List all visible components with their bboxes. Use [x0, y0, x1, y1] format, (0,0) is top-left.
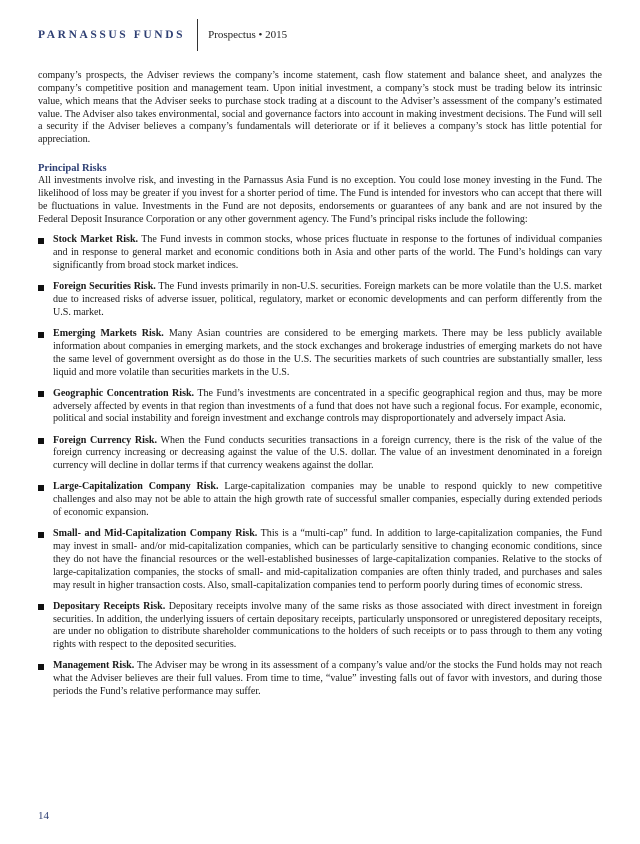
square-bullet-icon: [38, 285, 44, 291]
risk-text: Depositary receipts involve many of the same risks as those associated with direct investment in foreign securities. In addition, the underlying issuers of certain depositary receipts, particularly unsponsored or unregistered depositary receipts, are under no obligation to distribute shareholder communications to the holders of such receipts or to pass through to them any voting rights with respect to the deposited securities.: [53, 600, 602, 651]
risk-name: Stock Market Risk.: [53, 234, 139, 246]
risk-text: Large-capitalization companies may be unable to respond quickly to new competitive challenges and also may not be able to attain the high growth rate of successful smaller companies, especially during extended periods of economic expansion.: [53, 481, 602, 519]
risk-item-foreign-securities: [38, 281, 602, 320]
square-bullet-icon: [38, 485, 44, 491]
page-number: 14: [38, 810, 49, 822]
risk-item-management: [38, 660, 602, 699]
risk-text: When the Fund conducts securities transactions in a foreign currency, there is the risk of the value of the foreign currency increasing or decreasing against the value of the U.S. dollar. The value of an investment denominated in a foreign currency will decline in dollar terms if that currency weakens against the dollar.: [53, 434, 602, 472]
square-bullet-icon: [38, 332, 44, 338]
risk-item-stock-market: [38, 234, 602, 273]
risk-name: Management Risk.: [53, 660, 135, 672]
risk-name: Foreign Currency Risk.: [53, 434, 157, 446]
risk-text: The Fund invests in common stocks, whose prices fluctuate in response to the fortunes of individual companies and in response to general market and economic conditions both in Asia and other parts of the world. The Fund’s holdings can vary significantly from broad stock market indices.: [53, 234, 602, 272]
risk-item-small-mid-cap: [38, 528, 602, 592]
risk-list: [38, 234, 602, 699]
risk-name: Geographic Concentration Risk.: [53, 387, 195, 399]
risk-name: Emerging Markets Risk.: [53, 328, 164, 340]
risk-item-depositary-receipts: [38, 601, 602, 652]
risk-name: Foreign Securities Risk.: [53, 281, 156, 293]
square-bullet-icon: [38, 391, 44, 397]
document-title: Prospectus • 2015: [208, 29, 288, 41]
principal-risks-intro: All investments involve risk, and investing in the Parnassus Asia Fund is no exception. You could lose money investing in the Fund. The likelihood of loss may be greater if you invest for a shorter period of time. The Fund is intended for investors who can accept that there will be fluctuations in value. Investments in the Fund are not deposits, endorsements or guarantees of any bank and are not insured by the Federal Deposit Insurance Corporation or any other government agency. The Fund’s principal risks include the following:: [38, 175, 602, 225]
square-bullet-icon: [38, 664, 44, 670]
square-bullet-icon: [38, 438, 44, 444]
risk-text: Many Asian countries are considered to be emerging markets. There may be less publicly available information about companies in emerging markets, and the stock exchanges and brokerage industries of emerging markets do not have the same level of government oversight as do those in the U.S. The securities markets of such countries are substantially smaller, less liquid and more volatile than securities markets in the U.S.: [53, 328, 603, 378]
risk-name: Depositary Receipts Risk.: [53, 600, 166, 612]
risk-text: The Fund invests primarily in non-U.S. securities. Foreign markets can be more volatile than the U.S. market due to increased risks of adverse issuer, political, regulatory, market or economic developments and can perform differently from the U.S. market.: [53, 281, 602, 318]
risk-name: Small- and Mid-Capitalization Company Risk.: [53, 528, 258, 540]
risk-item-geographic-concentration: [38, 388, 602, 427]
risk-text: This is a “multi-cap” fund. In addition to large-capitalization companies, the Fund may invest in small- and/or mid-capitalization companies, which can be particularly sensitive to changing economic conditions, since they do not have the financial resources or the well-established businesses of large-capitalization companies. Relative to the stocks of large-capitalization companies, the stocks of small- and mid-capitalization companies are often thinly traded, and purchases and sales may result in higher transaction costs. Also, small-capitalization companies tend to perform poorly during times of economic stress.: [53, 528, 602, 591]
brand-name: PARNASSUS FUNDS: [38, 29, 186, 41]
header-divider: [197, 19, 198, 51]
page-header: [38, 18, 287, 52]
intro-paragraph: company’s prospects, the Adviser reviews the company’s income statement, cash flow statement and balance sheet, and analyzes the company’s competitive position and management team. Upon initial investment, a company’s stock must be trading below its intrinsic value, which means that the Adviser seeks to purchase stock trading at a discount to the Adviser’s assessment of the company’s estimated value. The Adviser also takes environmental, social and governance factors into account in making investment decisions. The Fund will sell a security if the Adviser believes a company’s fundamentals will deteriorate or if it believes a company’s stock has little potential for appreciation.: [38, 70, 602, 146]
square-bullet-icon: [38, 238, 44, 244]
main-content: [38, 70, 602, 707]
risk-item-large-cap: [38, 481, 602, 520]
principal-risks-heading: Principal Risks: [38, 163, 107, 175]
square-bullet-icon: [38, 604, 44, 610]
risk-text: The Adviser may be wrong in its assessment of a company’s value and/or the stocks the Fund holds may not reach what the Adviser believes are their full values. From time to time, “value” investing falls out of favor with investors, and during those periods the Fund’s relative performance may suffer.: [53, 660, 602, 698]
square-bullet-icon: [38, 532, 44, 538]
risk-name: Large-Capitalization Company Risk.: [53, 481, 219, 493]
risk-item-emerging-markets: [38, 328, 602, 379]
risk-text: The Fund’s investments are concentrated in a specific geographical region and thus, may be more adversely affected by events in that region than investments of a fund that does not have such a regional focus. For example, economic, political and social instability and foreign investment and exchange controls may disproportionately and adversely impact Asia.: [53, 387, 602, 425]
risk-item-foreign-currency: [38, 435, 602, 474]
